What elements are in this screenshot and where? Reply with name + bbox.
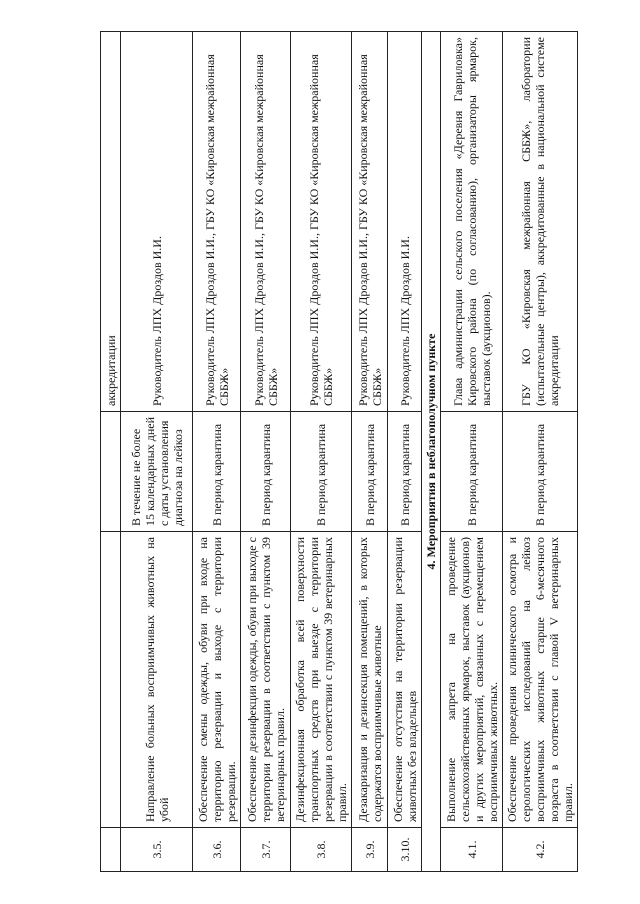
row-number: 4.1. <box>441 828 503 872</box>
term-cell: В период карантина <box>441 412 503 532</box>
section-header-row <box>422 32 441 872</box>
measure-cell: Обеспечение дезинфекции одежды, обуви при выходе с территории резервации в соответствии с пунктом 39 ветеринарных правил. <box>241 532 291 828</box>
measure-cell: Дезакаризация и дезинсекция помещений, в которых содержатся восприимчивые животные <box>352 532 388 828</box>
measure-cell: Обеспечение смены одежды, обуви при входе на территорию резервации и выходе с территории резервации. <box>193 532 241 828</box>
row-number: 3.5. <box>121 828 193 872</box>
row-number <box>101 828 121 872</box>
measure-cell: Дезинфекционная обработка всей поверхности транспортных средств при выезде с территории резервации в соответствии с пунктом 39 ветеринарных правил. <box>291 532 352 828</box>
responsible-cell: ГБУ КО «Кировская межрайонная СББЖ», лаборатории (испытательные центры), аккредитованные в национальной системе аккредитации <box>503 32 578 412</box>
responsible-cell: аккредитации <box>101 32 121 412</box>
term-cell: В период карантина <box>193 412 241 532</box>
table-row <box>388 32 422 872</box>
row-number: 4.2. <box>503 828 578 872</box>
measure-cell <box>101 532 121 828</box>
table-row <box>352 32 388 872</box>
measure-cell: Направление больных восприимчивых животных на убой <box>121 532 193 828</box>
responsible-cell: Глава администрации сельского поселения «Деревня Гавриловка» Кировского района (по согласованию), организаторы ярмарок, выставок (аукционов). <box>441 32 503 412</box>
term-cell <box>101 412 121 532</box>
table-row <box>441 32 503 872</box>
table-row <box>503 32 578 872</box>
measure-cell: Выполнение запрета на проведение сельскохозяйственных ярмарок, выставок (аукционов) и других мероприятий, связанных с перемещением восприимчивых животных. <box>441 532 503 828</box>
measure-cell: Обеспечение отсутствия на территории резервации животных без владельцев <box>388 532 422 828</box>
table-row <box>241 32 291 872</box>
responsible-cell: Руководитель ЛПХ Дроздов И.И. <box>388 32 422 412</box>
term-cell: В период карантина <box>241 412 291 532</box>
measure-cell: Обеспечение проведения клинического осмотра и серологических исследований на лейкоз восприимчивых животных старше 6-месячного возраста в соответствии с главой V ветеринарных правил. <box>503 532 578 828</box>
table-row <box>193 32 241 872</box>
responsible-cell: Руководитель ЛПХ Дроздов И.И., ГБУ КО «Кировская межрайонная СББЖ» <box>193 32 241 412</box>
row-number: 3.6. <box>193 828 241 872</box>
term-cell: В период карантина <box>388 412 422 532</box>
table-row <box>291 32 352 872</box>
measures-table <box>100 31 578 872</box>
table-row <box>121 32 193 872</box>
term-cell: В период карантина <box>291 412 352 532</box>
section-title: 4. Мероприятия в неблагополучном пункте <box>422 32 441 872</box>
responsible-cell: Руководитель ЛПХ Дроздов И.И., ГБУ КО «Кировская межрайонная СББЖ» <box>352 32 388 412</box>
row-number: 3.7. <box>241 828 291 872</box>
responsible-cell: Руководитель ЛПХ Дроздов И.И., ГБУ КО «Кировская межрайонная СББЖ» <box>241 32 291 412</box>
responsible-cell: Руководитель ЛПХ Дроздов И.И., ГБУ КО «Кировская межрайонная СББЖ» <box>291 32 352 412</box>
term-cell: В течение не более 15 календарных дней с даты установления диагноза на лейкоз <box>121 412 193 532</box>
table-row <box>101 32 121 872</box>
term-cell: В период карантина <box>352 412 388 532</box>
row-number: 3.9. <box>352 828 388 872</box>
row-number: 3.8. <box>291 828 352 872</box>
rotated-table-container <box>100 32 575 872</box>
row-number: 3.10. <box>388 828 422 872</box>
responsible-cell: Руководитель ЛПХ Дроздов И.И. <box>121 32 193 412</box>
term-cell: В период карантина <box>503 412 578 532</box>
